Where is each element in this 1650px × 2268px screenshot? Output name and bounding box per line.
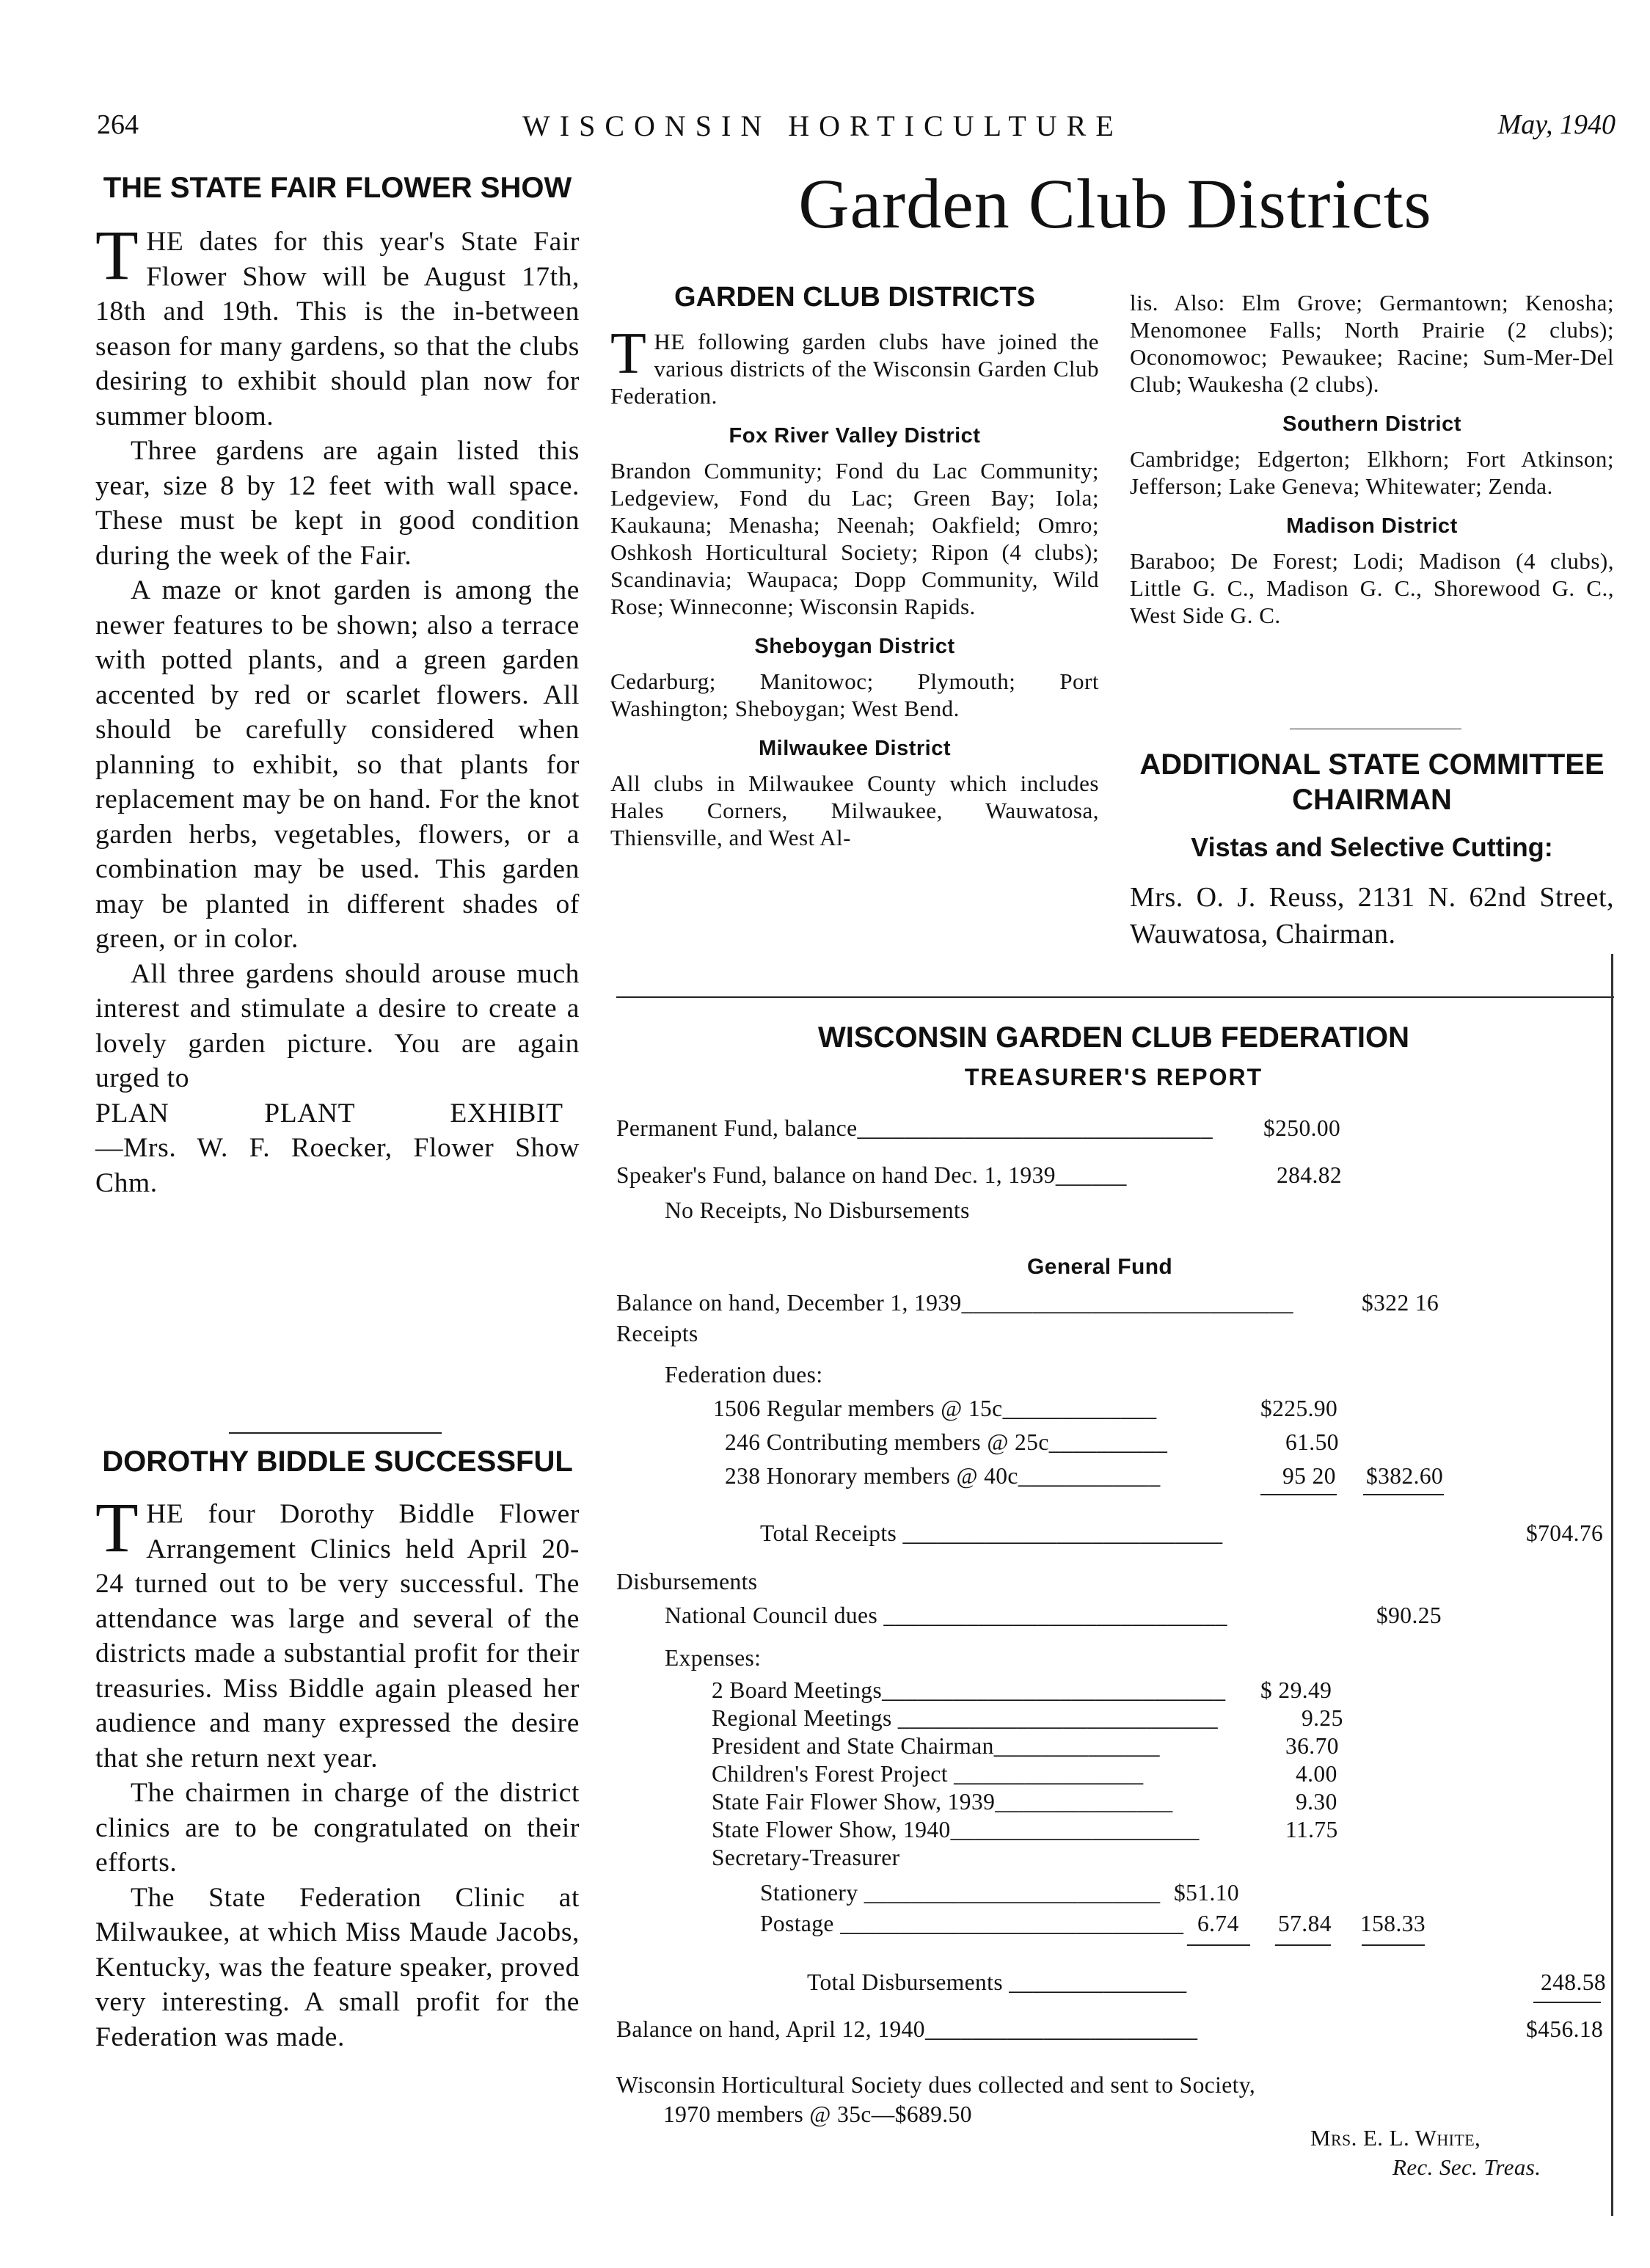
sum-rule (1362, 1944, 1425, 1946)
signer-title: Rec. Sec. Treas. (1392, 2154, 1541, 2180)
dues-regular-label: 1506 Regular members @ 15c_____________ (713, 1396, 1157, 1421)
sum-rule (1363, 1494, 1444, 1495)
dues-honorary-amount: 95 20 (1282, 1463, 1336, 1489)
federation-dues-label: Federation dues: (665, 1362, 823, 1388)
divider (616, 996, 1614, 998)
expense-regional-amount: 9.25 (1302, 1705, 1343, 1731)
expense-flower-show-label: State Flower Show, 1940_____________________ (712, 1817, 1200, 1842)
divider (229, 1432, 442, 1434)
expense-forest-label: Children's Forest Project ________________ (712, 1761, 1144, 1787)
total-disbursements-amount: 248.58 (1541, 1969, 1607, 1995)
districts-article (610, 282, 1099, 851)
expense-forest-amount: 4.00 (1296, 1761, 1337, 1787)
dues-total-amount: $382.60 (1366, 1463, 1444, 1489)
permanent-fund-label: Permanent Fund, balance______________________________ (616, 1115, 1213, 1141)
total-receipts-amount: $704.76 (1526, 1520, 1604, 1546)
district-clubs-southern: Cambridge; Edgerton; Elkhorn; Fort Atkinson; Jefferson; Lake Geneva; Whitewater; Zenda. (1130, 446, 1614, 499)
district-name-sheboygan: Sheboygan District (754, 635, 955, 658)
page-number: 264 (97, 109, 139, 140)
state-fair-signature: —Mrs. W. F. Roecker, Flower Show Chm. (95, 1133, 580, 1198)
state-fair-paragraph-2: Three gardens are again listed this year, size 8 by 12 feet with wall space. These must be kept in good condition during the week of the Fair. (95, 436, 580, 571)
postage-label: Postage _____________________________ (760, 1911, 1184, 1936)
biddle-paragraph-3: The State Federation Clinic at Milwaukee, at which Miss Maude Jacobs, Kentucky, was the feature speaker, proved very interesting. A small profit for the Federation was made. (95, 1882, 580, 2052)
speakers-fund-label: Speaker's Fund, balance on hand Dec. 1, 1939______ (616, 1162, 1127, 1188)
stationery-amount: $51.10 (1174, 1880, 1240, 1906)
speakers-fund-amount: 284.82 (1277, 1162, 1343, 1188)
balance-april-label: Balance on hand, April 12, 1940_______________________ (616, 2016, 1198, 2042)
report-title: WISCONSIN GARDEN CLUB FEDERATION (818, 1021, 1409, 1054)
society-dues-line-2: 1970 members @ 35c—$689.50 (663, 2101, 972, 2127)
society-dues-line-1: Wisconsin Horticultural Society dues collected and sent to Society, (616, 2072, 1256, 2098)
state-fair-heading: THE STATE FAIR FLOWER SHOW (103, 172, 572, 204)
expense-state-fair-amount: 9.30 (1296, 1789, 1337, 1815)
chairman-heading: ADDITIONAL STATE COMMITTEE CHAIRMAN (1139, 748, 1605, 816)
state-fair-paragraph-3: A maze or knot garden is among the newer features to be shown; also a terrace with potted plants, and a green garden accented by red or scarlet flowers. All should be carefully considered when planning to exhibit, so that plants for replacement may be on hand. For the knot garden herbs, vegetables, flowers, or a combination may be used. This garden may be planted in different shades of green, or in color. (95, 575, 580, 954)
total-receipts-label: Total Receipts ___________________________ (760, 1520, 1223, 1546)
district-name-milwaukee: Milwaukee District (758, 737, 952, 760)
magazine-title: WISCONSIN HORTICULTURE (522, 109, 1123, 142)
slogan: PLAN PLANT EXHIBIT (95, 1098, 563, 1128)
districts-intro: THE following garden clubs have joined the various districts of the Wisconsin Garden Club Federation. (610, 321, 1099, 409)
district-name-southern: Southern District (1282, 412, 1461, 436)
state-fair-paragraph-4: All three gardens should arouse much interest and stimulate a desire to create a lovely garden picture. You are again urged to (95, 958, 580, 1093)
state-fair-paragraph-1: THE dates for this year's State Fair Flower Show will be August 17th, 18th and 19th. This is the in-between season for many gardens, so that the clubs desiring to exhibit should plan now for summer bloom. (95, 216, 580, 431)
district-clubs-madison: Baraboo; De Forest; Lodi; Madison (4 clubs), Little G. C., Madison G. C., Shorewood G. C., West Side G. C. (1130, 548, 1614, 628)
expense-board-meetings-label: 2 Board Meetings_____________________________ (712, 1677, 1226, 1703)
drop-cap: T (95, 216, 139, 294)
sum-rule (1260, 1494, 1337, 1495)
page-title: Garden Club Districts (798, 164, 1432, 243)
expense-board-meetings-amount: $ 29.49 (1260, 1677, 1332, 1703)
district-name-fox-river: Fox River Valley District (729, 424, 981, 448)
receipts-label: Receipts (616, 1321, 698, 1346)
expense-president-label: President and State Chairman______________ (712, 1733, 1160, 1759)
drop-cap: T (610, 321, 647, 386)
chairman-text: Mrs. O. J. Reuss, 2131 N. 62nd Street, Wauwatosa, Chairman. (1130, 882, 1614, 949)
district-clubs-fox-river: Brandon Community; Fond du Lac Community; Ledgeview, Fond du Lac; Green Bay; Iola; Kaukauna; Menasha; Neenah; Oakfield; Omro; Oshkosh Horticultural Society; Ripon (4 clubs); Scandinavia; Waupaca; Dopp Community, Wild Rose; Winneconne; Wisconsin Rapids. (610, 458, 1099, 619)
districts-heading: GARDEN CLUB DISTRICTS (674, 282, 1035, 313)
balance-december-amount: $322 16 (1362, 1290, 1439, 1316)
district-clubs-milwaukee-part-1: All clubs in Milwaukee County which includes Hales Corners, Milwaukee, Wauwatosa, Thiensville, and West Al- (610, 770, 1099, 850)
total-disbursements-label: Total Disbursements _______________ (807, 1969, 1187, 1995)
secretary-treasurer-label: Secretary-Treasurer (712, 1845, 900, 1870)
national-council-label: National Council dues _____________________________ (665, 1602, 1227, 1628)
sum-rule (1533, 2002, 1601, 2003)
dues-regular-amount: $225.90 (1260, 1396, 1338, 1421)
sum-rule (1187, 1944, 1250, 1946)
balance-december-label: Balance on hand, December 1, 1939____________________________ (616, 1290, 1293, 1316)
drop-cap: T (95, 1488, 139, 1567)
expenses-total-amount: 158.33 (1360, 1911, 1426, 1936)
general-fund-heading: General Fund (1027, 1255, 1173, 1279)
signer-name: Mrs. E. L. White, (1310, 2125, 1481, 2151)
expense-state-fair-label: State Fair Flower Show, 1939_______________ (712, 1789, 1173, 1815)
issue-date: May, 1940 (1497, 109, 1616, 140)
chairman-article (1130, 747, 1614, 952)
district-name-madison: Madison District (1286, 514, 1458, 538)
dues-honorary-label: 238 Honorary members @ 40c____________ (725, 1463, 1161, 1489)
chairman-subtitle: Vistas and Selective Cutting: (1191, 832, 1553, 862)
page-edge (1611, 954, 1613, 2216)
biddle-article (95, 1444, 580, 2054)
permanent-fund-amount: $250.00 (1263, 1115, 1341, 1141)
dues-contributing-amount: 61.50 (1285, 1429, 1339, 1455)
stationery-label: Stationery _________________________ (760, 1880, 1161, 1906)
no-receipts-note: No Receipts, No Disbursements (665, 1197, 970, 1223)
dues-contributing-label: 246 Contributing members @ 25c__________ (725, 1429, 1168, 1455)
postage-amount: 6.74 (1197, 1911, 1239, 1936)
expense-regional-label: Regional Meetings ___________________________ (712, 1705, 1218, 1731)
secretary-total-amount: 57.84 (1278, 1911, 1332, 1936)
biddle-paragraph-1: THE four Dorothy Biddle Flower Arrangement Clinics held April 20-24 turned out to be very successful. The attendance was large and several of the districts made a substantial profit for their treasuries. Miss Biddle again pleased her audience and many expressed the desire that she return next year. (95, 1488, 580, 1773)
state-fair-article (95, 170, 580, 1200)
report-subtitle: TREASURER'S REPORT (964, 1064, 1263, 1090)
balance-april-amount: $456.18 (1526, 2016, 1604, 2042)
district-clubs-sheboygan: Cedarburg; Manitowoc; Plymouth; Port Washington; Sheboygan; West Bend. (610, 668, 1099, 721)
biddle-heading: DOROTHY BIDDLE SUCCESSFUL (102, 1445, 573, 1478)
expenses-label: Expenses: (665, 1645, 762, 1671)
national-council-amount: $90.25 (1376, 1602, 1442, 1628)
districts-continued (1130, 289, 1614, 629)
expense-president-amount: 36.70 (1285, 1733, 1339, 1759)
expense-flower-show-amount: 11.75 (1285, 1817, 1338, 1842)
biddle-paragraph-2: The chairmen in charge of the district clinics are to be congratulated on their efforts. (95, 1778, 580, 1878)
disbursements-label: Disbursements (616, 1569, 758, 1594)
district-clubs-milwaukee-part-2: lis. Also: Elm Grove; Germantown; Kenosha; Menomonee Falls; North Prairie (2 clubs); Oconomowoc; Pewaukee; Racine; Sum-Mer-Del Club; Waukesha (2 clubs). (1130, 290, 1614, 397)
running-head (97, 109, 1616, 145)
sum-rule (1275, 1944, 1331, 1946)
